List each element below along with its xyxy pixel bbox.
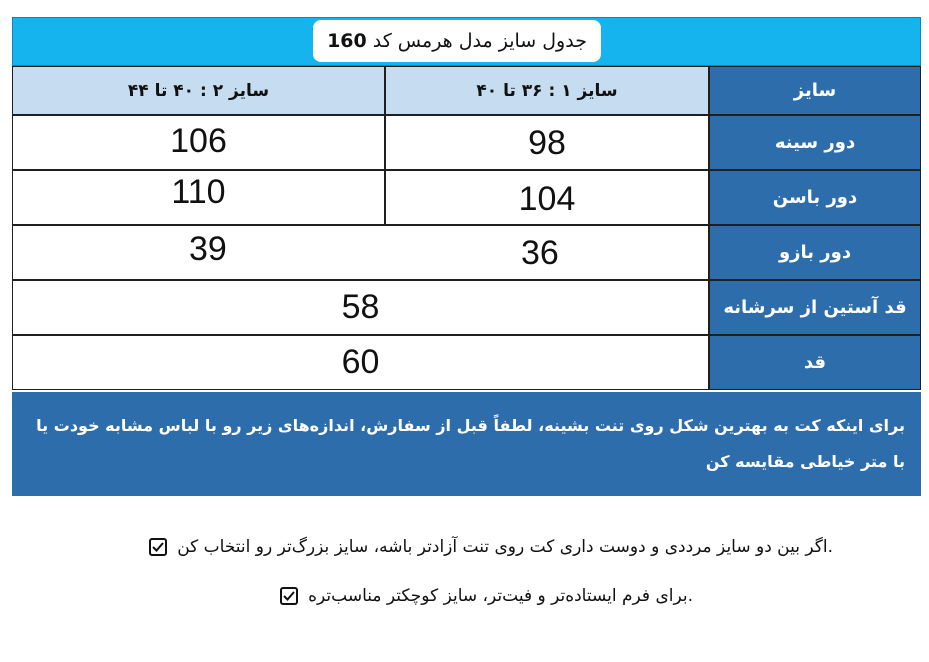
model-code: 160 — [327, 30, 367, 52]
header-size-label: سایز — [709, 66, 921, 115]
height-value: 60 — [12, 335, 709, 390]
table-row — [12, 170, 921, 225]
tip-item — [149, 537, 833, 557]
tip-item — [280, 586, 693, 606]
header-size1: سایز ۱ : ۳۶ تا ۴۰ — [385, 66, 709, 115]
tip-text: .اگر بین دو سایز مرددی و دوست داری کت روی تنت آزادتر باشه، سایز بزرگ‌تر رو انتخاب کن — [177, 537, 833, 557]
checkbox-icon — [149, 538, 167, 556]
table-row — [12, 280, 921, 335]
title-text: جدول سایز مدل هرمس کد — [372, 30, 587, 52]
row-label-height: قد — [709, 335, 921, 390]
chest-size2: 106 — [12, 115, 385, 170]
table-title — [313, 20, 601, 62]
table-row — [12, 335, 921, 390]
arm-size2: 39 — [189, 230, 227, 268]
tip-text: .برای فرم ایستاده‌تر و فیت‌تر، سایز کوچکتر مناسب‌تره — [308, 586, 693, 606]
row-label-chest: دور سینه — [709, 115, 921, 170]
table-header-row — [12, 66, 921, 115]
arm-size1: 36 — [521, 234, 559, 272]
hip-size1: 104 — [385, 170, 709, 225]
chest-size1: 98 — [385, 115, 709, 170]
row-label-hip: دور باسن — [709, 170, 921, 225]
row-label-arm: دور بازو — [709, 225, 921, 280]
table-row — [12, 225, 921, 280]
header-size2: سایز ۲ : ۴۰ تا ۴۴ — [12, 66, 385, 115]
hip-size2: 110 — [12, 170, 385, 225]
measurement-note: برای اینکه کت به بهترین شکل روی تنت بشینه، لطفاً قبل از سفارش، اندازه‌های زیر رو با لباس مشابه خودت یا با متر خیاطی مقایسه کن — [12, 392, 921, 496]
checkbox-icon — [280, 587, 298, 605]
arm-values — [12, 225, 709, 280]
table-row — [12, 115, 921, 170]
sleeve-value: 58 — [12, 280, 709, 335]
row-label-sleeve: قد آستین از سرشانه — [709, 280, 921, 335]
